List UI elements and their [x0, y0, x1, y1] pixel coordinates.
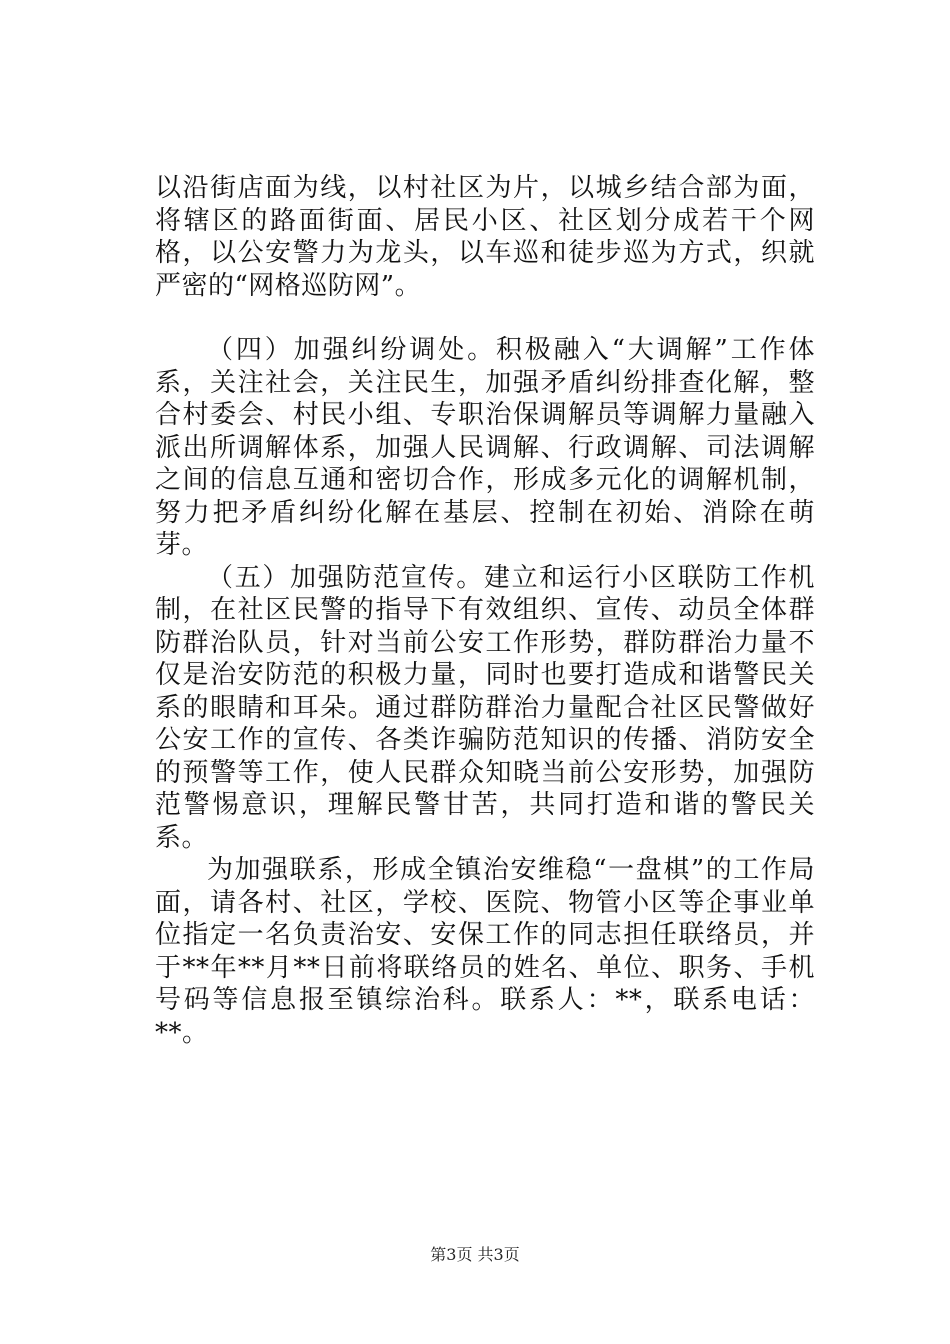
paragraph-patrol-network: 以沿街店面为线，以村社区为片，以城乡结合部为面，将辖区的路面街面、居民小区、社区划分成若干个网格，以公安警力为龙头，以车巡和徒步巡为方式，织就严密的“网格巡防网”。: [155, 173, 815, 301]
paragraph-dispute-mediation: （四）加强纠纷调处。积极融入“大调解”工作体系，关注社会，关注民生，加强矛盾纠纷排查化解，整合村委会、村民小组、专职治保调解员等调解力量融入派出所调解体系，加强人民调解、行政调解、司法调解之间的信息互通和密切合作，形成多元化的调解机制，努力把矛盾纠纷化解在基层、控制在初始、消除在萌芽。: [155, 335, 815, 560]
paragraph-prevention-publicity: （五）加强防范宣传。建立和运行小区联防工作机制，在社区民警的指导下有效组织、宣传、动员全体群防群治队员，针对当前公安工作形势，群防群治力量不仅是治安防范的积极力量，同时也要打造成和谐警民关系的眼睛和耳朵。通过群防群治力量配合社区民警做好公安工作的宣传、各类诈骗防范知识的传播、消防安全的预警等工作，使人民群众知晓当前公安形势，加强防范警惕意识，理解民警甘苦，共同打造和谐的警民关系。: [155, 562, 815, 853]
paragraph-liaison-notice: 为加强联系，形成全镇治安维稳“一盘棋”的工作局面，请各村、社区，学校、医院、物管小区等企事业单位指定一名负责治安、安保工作的同志担任联络员，并于**年**月**日前将联络员的姓名、单位、职务、手机号码等信息报至镇综治科。联系人：**，联系电话：**。: [155, 855, 815, 1048]
page-footer: 第3页 共3页: [430, 1245, 520, 1264]
document-body: [155, 172, 815, 1049]
